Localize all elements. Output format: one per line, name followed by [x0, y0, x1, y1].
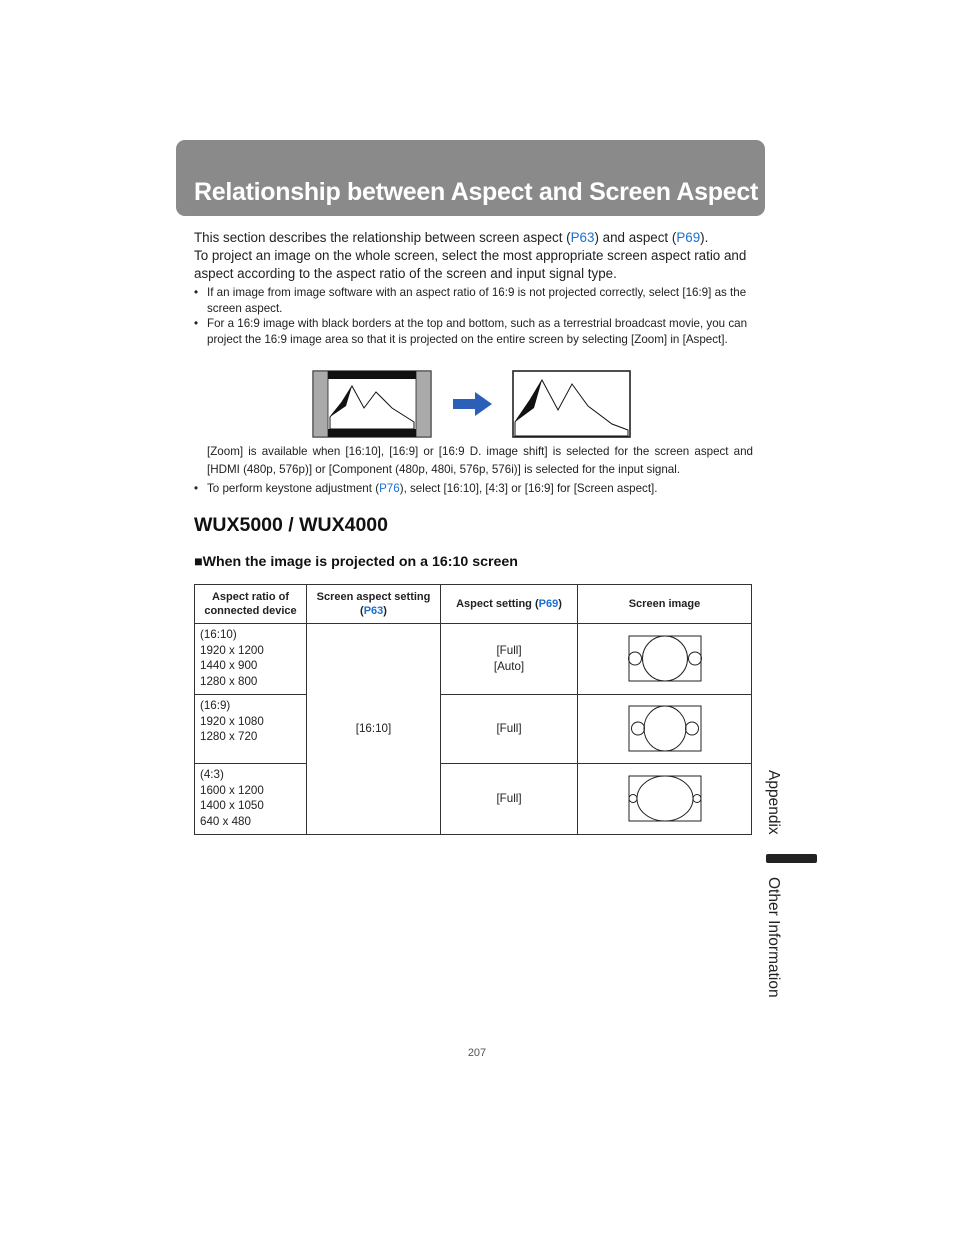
table-row [195, 695, 752, 764]
device-aspect-cell [195, 695, 307, 764]
header-screen-image: Screen image [578, 585, 752, 624]
header-text: Screen aspect setting [316, 591, 431, 603]
aspect-line: [Auto] [493, 660, 525, 673]
link-p76[interactable]: P76 [379, 482, 400, 495]
aspect-table [194, 584, 752, 835]
keystone-text: To perform keystone adjustment ( [207, 482, 380, 495]
arrow-right-icon [453, 392, 492, 416]
link-p69[interactable]: P69 [676, 230, 701, 245]
aspect-setting-cell [441, 764, 578, 835]
letterboxed-image-icon [313, 371, 431, 437]
bullet-list-keystone [194, 481, 750, 497]
device-line: 640 x 480 [200, 814, 251, 828]
zoomed-image-icon [513, 371, 630, 437]
aspect-setting-cell [441, 624, 578, 695]
header-device-aspect [195, 585, 307, 624]
aspect-setting-cell [441, 695, 578, 764]
aspect-line: [Full] [496, 792, 522, 806]
intro-text-part: ). [700, 230, 709, 245]
zoom-illustration [312, 370, 632, 440]
bullet-list [194, 285, 750, 347]
device-line: 1440 x 900 [200, 659, 258, 673]
device-line: 1920 x 1080 [200, 714, 264, 728]
subsection-title: ■When the image is projected on a 16:10 screen [194, 554, 518, 570]
side-tab-appendix[interactable]: Appendix [765, 770, 782, 835]
device-aspect-cell [195, 764, 307, 835]
header-text: connected device [204, 605, 297, 617]
side-tab-marker [766, 854, 817, 863]
header-screen-aspect: Screen aspect setting (P63) [307, 585, 441, 624]
bullet-item: • For a 16:9 image with black borders at the top and bottom, such as a terrestrial broadcast movie, you can project the 16:9 image area so that it is projected on the entire screen by selecting [Zoom] in [Aspect]. [194, 316, 750, 347]
bullet-item-keystone [194, 481, 750, 497]
intro-text [194, 229, 754, 283]
header-aspect-setting [441, 585, 578, 624]
device-line: 1280 x 720 [200, 730, 258, 744]
intro-text-part: ) and aspect ( [594, 230, 677, 245]
screen-aspect-cell: [16:10] [307, 624, 441, 835]
device-line: 1920 x 1200 [200, 643, 264, 657]
intro-line-1 [194, 229, 754, 247]
device-line: 1600 x 1200 [200, 783, 264, 797]
aspect-line: [Full] [496, 722, 522, 736]
device-line: (4:3) [200, 768, 224, 781]
link-p69-header[interactable]: P69 [538, 598, 559, 610]
table-row [195, 764, 752, 835]
link-p63[interactable]: P63 [570, 230, 595, 245]
section-title: WUX5000 / WUX4000 [194, 514, 389, 536]
table-header-row [195, 585, 752, 624]
keystone-text: ), select [16:10], [4:3] or [16:9] for [Screen aspect]. [399, 482, 658, 495]
screen-image-16-9-icon [628, 705, 702, 753]
zoom-note: [Zoom] is available when [16:10], [16:9] or [16:9 D. image shift] is selected for the screen aspect and [HDMI (480p, 576p)] or [Component (480p, 480i, 576p, 576i)] is selected for the input signal. [207, 445, 753, 476]
intro-line-2: To project an image on the whole screen, select the most appropriate screen aspect ratio and aspect according to the aspect ratio of the screen and input signal type. [194, 248, 747, 281]
screen-image-cell [578, 764, 752, 835]
page-title: Relationship between Aspect and Screen Aspect [194, 178, 758, 206]
screen-image-full-icon [628, 635, 702, 683]
bullet-item: • If an image from image software with an aspect ratio of 16:9 is not projected correctly, select [16:9] as the screen aspect. [194, 285, 750, 316]
screen-image-cell [578, 695, 752, 764]
side-tab-other-information[interactable]: Other Information [765, 877, 782, 998]
page-number: 207 [467, 1047, 487, 1059]
aspect-line: [Full] [496, 644, 522, 658]
header-text: ) [558, 598, 562, 610]
device-line: (16:9) [200, 699, 231, 712]
header-text: Aspect setting ( [456, 598, 539, 610]
table-row [195, 624, 752, 695]
title-banner [176, 140, 765, 216]
intro-text-part: This section describes the relationship between screen aspect ( [194, 230, 571, 245]
device-line: 1400 x 1050 [200, 799, 264, 813]
device-line: 1280 x 800 [200, 674, 258, 688]
header-text: Aspect ratio of [211, 591, 289, 603]
screen-image-4-3-icon [628, 775, 702, 823]
link-p63-header[interactable]: P63 [363, 605, 384, 617]
device-line: (16:10) [200, 628, 237, 641]
screen-image-cell [578, 624, 752, 695]
device-aspect-cell [195, 624, 307, 695]
